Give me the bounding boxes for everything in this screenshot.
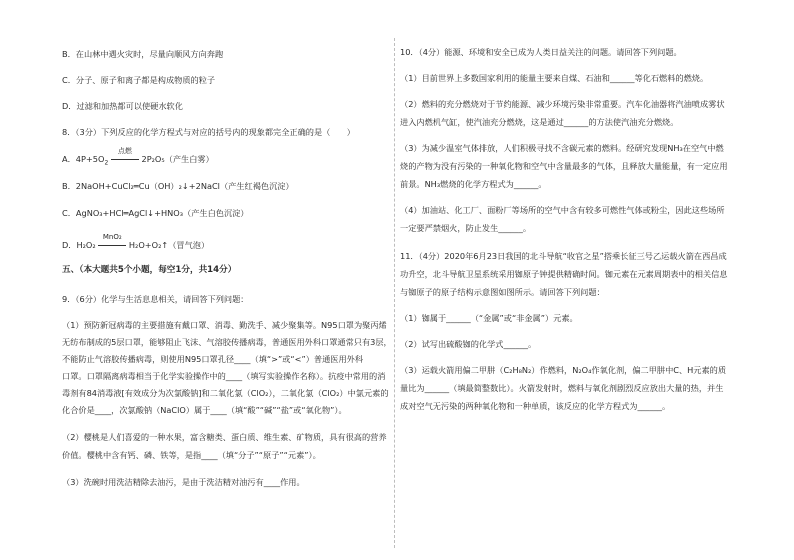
- q9-part1-line: （1）预防新冠病毒的主要措施有戴口罩、消毒、勤洗手、减少聚集等。N95口罩为聚丙烯: [62, 320, 387, 330]
- q9-part3: （3）洗碗时用洗洁精除去油污，是由于洗洁精对油污有____作用。: [62, 477, 305, 487]
- q8-d-products: H₂O+O₂↑（冒气泡）: [128, 240, 210, 250]
- q10-part3-line: （3）为减少温室气体排放，人们积极寻找不含碳元素的燃料。经研究发现NH₃在空气中燃: [400, 143, 724, 153]
- q9-part1-line: 口罩。口罩隔离病毒相当于化学实验操作中的____（填写实验操作名称）。抗疫中常用的消: [62, 371, 386, 381]
- q8-d-reactants: D．H₂O₂: [62, 240, 96, 250]
- q10-part2-line: （2）燃料的充分燃烧对于节约能源、减少环境污染非常重要。汽车化油器将汽油喷成雾状: [400, 99, 725, 109]
- q11-part3-line: 成对空气无污染的两种氧化物和一种单质，该反应的化学方程式为______。: [400, 401, 671, 411]
- q10-part4-line: （4）加油站、化工厂、面粉厂等场所的空气中含有较多可燃性气体或粉尘，因此这些场所: [400, 205, 725, 215]
- q10-part4-line: 一定要严禁烟火，防止发生______。: [400, 223, 532, 233]
- q8-option-b: B．2NaOH+CuCl₂═Cu（OH）₂↓+2NaCl（产生红褐色沉淀）: [62, 181, 294, 191]
- question-10: 10．（4分）能源、环境和安全已成为人类日益关注的问题。请回答下列问题。: [400, 47, 682, 57]
- question-9: 9．（6分）化学与生活息息相关，请回答下列问题：: [62, 294, 249, 304]
- q9-part2-line: （2）樱桃是人们喜爱的一种水果，富含糖类、蛋白质、维生素、矿物质，具有很高的营养: [62, 432, 387, 442]
- q10-part3-line: 前景。NH₃燃烧的化学方程式为______。: [400, 179, 547, 189]
- q8-a-products: 2P₂O₅（产生白雾）: [141, 154, 214, 164]
- q8-option-c: C．AgNO₃+HCl═AgCl↓+HNO₃（产生白色沉淀）: [62, 208, 249, 218]
- q9-part1-line: 化合价是____，次氯酸钠（NaClO）属于____（填“酸”“碱”“盐”或“氧化物”）。: [62, 405, 347, 415]
- option-b: B．在山林中遇火灾时，尽量向顺风方向奔跑: [62, 49, 224, 59]
- q10-part1: （1）目前世界上多数国家利用的能量主要来自煤、石油和______等化石燃料的燃烧。: [400, 73, 709, 83]
- q8-option-a: A．$4P+5O_2$ 点燃 2P₂O₅（产生白雾）: [62, 147, 214, 167]
- reaction-arrow: [98, 233, 126, 251]
- question-11-line: 功升空，北斗导航卫星系统采用铷原子钟提供精确时间。铷元素在元素周期表中的相关信息: [400, 269, 728, 279]
- q11-part2: （2）试写出硫酸铷的化学式______。: [400, 339, 537, 349]
- question-11-line: 11．（4分）2020年6月23日我国的北斗导航“收官之星”搭乘长征三号乙运载火箭在西昌成: [400, 251, 727, 261]
- q8-a-reactants: A．4P+5O: [62, 154, 105, 164]
- question-11-line: 与铷原子的原子结构示意图如图所示。请回答下列问题：: [400, 287, 605, 297]
- q9-part1-line: 无纺布制成的5层口罩，能够阻止飞沫、气溶胶传播病毒，普通医用外科口罩通常只有3层，: [62, 337, 392, 347]
- reaction-arrow: [111, 147, 139, 165]
- reaction-condition: MnO₂: [102, 233, 122, 241]
- option-c: C．分子、原子和离子都是构成物质的粒子: [62, 75, 216, 85]
- section-heading: 五、（本大题共5个小题，每空1分，共14分）: [62, 265, 237, 275]
- q11-part3-line: 量比为______（填最简整数比）。火箭发射时，燃料与氧化剂剧烈反应放出大量的热，并生: [400, 383, 724, 393]
- question-8: 8．（3分）下列反应的化学方程式与对应的括号内的现象都完全正确的是（ ）: [62, 127, 355, 137]
- q9-part1-line: 不能防止气溶胶传播病毒，则使用N95口罩孔径____（填“>”或“<”）普通医用外科: [62, 354, 364, 364]
- q10-part2-line: 进入内燃机气缸，使汽油充分燃烧，这是通过______的方法使汽油充分燃烧。: [400, 117, 679, 127]
- q8-option-d: [62, 233, 210, 251]
- q10-part3-line: 烧的产物为没有污染的一种氧化物和空气中含量最多的气体，且释放大量能量，有一定应用: [400, 161, 728, 171]
- q11-part3-line: （3）运载火箭用偏二甲肼（C₂H₈N₂）作燃料，N₂O₄作氧化剂，偏二甲肼中C、H元素的质: [400, 365, 727, 375]
- option-d: D．过滤和加热都可以使硬水软化: [62, 101, 183, 111]
- reaction-condition: 点燃: [117, 147, 132, 155]
- q9-part1-line: 毒剂有84消毒液[有效成分为次氯酸钠]和二氧化氯（ClO₂），二氧化氯（ClO₂）中氯元素的: [62, 388, 389, 398]
- q9-part2-line: 价值。樱桃中含有钙、磷、铁等，是指____（填“分子”“原子”“元素”）。: [62, 450, 321, 460]
- q11-part1: （1）铷属于______（“金属”或“非金属”）元素。: [400, 313, 578, 323]
- column-divider: [394, 38, 395, 548]
